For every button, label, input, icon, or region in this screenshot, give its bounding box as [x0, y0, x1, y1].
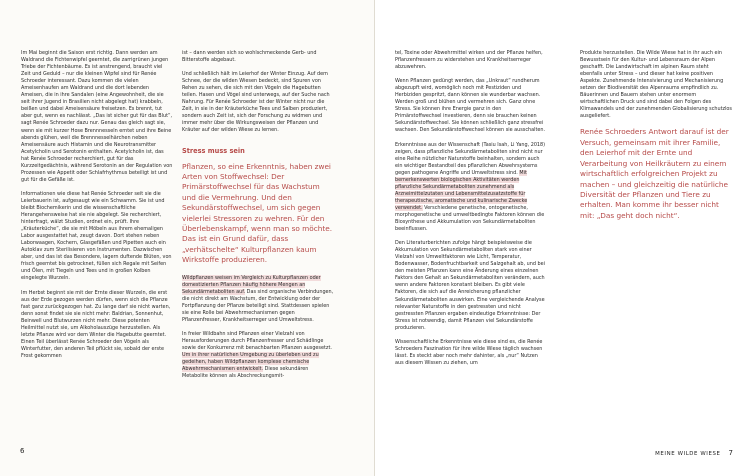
running-head: MEINE WILDE WIESE	[655, 451, 721, 457]
paragraph: Wenn Pflanzen gedüngt werden, das „Unkraut“ rundherum abgezupft wird, womöglich noch mit Pestiziden und Herbiziden gespritzt, dann können sie wunderbar wachsen. Werden groß und blühen und vermehren sich. Ganz ohne Stress. Sie können ihre Energie ganz in den Primärstoffwechsel investieren, denn sie brauchen keinen Sekundärstoffwechsel. Sie können schließlich ganz stressfrei wachsen. Den Sekundärstoffwechsel können sie ausschalten.	[395, 78, 546, 134]
text-span: Erkenntnisse aus der Wissenschaft (Tasiu Isah, Li Yang, 2018) zeigen, dass pflanzliche Sekundärmetaboliten sind nicht nur eine Reihe nützlicher Naturstoffe beinhalten, sondern auch ein wichtiger Bestandteil des pflanzlichen Abwehrsystems gegen pathogene Angriffe und Umweltstress sind.	[395, 141, 546, 176]
paragraph: ist – dann werden sich so wohlschmeckende Gerb- und Bitterstoffe abgebaut.	[182, 50, 317, 64]
left-column-1	[21, 50, 173, 360]
lead-paragraph: Pflanzen, so eine Erkenntnis, haben zwei Arten von Stoffwechsel: Der Primärstoffwechsel für das Wachstum und die Vermehrung. Und den Sekundärstoffwechsel, um sich gegen vielerlei Stressoren zu wehren. Für den Überlebenskampf, wenn man so möchte. Das ist ein Grund dafür, dass „verhätschelte“ Kulturpflanzen kaum Wirkstoffe produzieren.	[182, 161, 333, 265]
right-column-2	[580, 50, 732, 230]
highlighted-text: Wildpflanzen weisen im Vergleich zu Kulturpflanzen oder domestizierten Pflanzen häufig höhere Mengen an Sekundärmetaboliten auf.	[182, 274, 321, 295]
paragraph	[182, 331, 334, 380]
page-number-right: 7	[728, 449, 733, 457]
text-span: Das sind organische Verbindungen, die nicht direkt am Wachstum, der Entwicklung oder der Fortpflanzung der Pflanze beteiligt sind. Stattdessen spielen sie eine Rolle bei Abwehrmechanismen gegen Pflanzenfresser, Krankheitserreger und Umweltstress.	[182, 288, 334, 323]
paragraph	[395, 142, 547, 234]
highlighted-text: Um in ihrer natürlichen Umgebung zu überleben und zu gedeihen, haben Wildpflanzen komplexe chemische Abwehrmechanismen entwickelt.	[182, 352, 319, 373]
right-column-1	[395, 50, 547, 367]
left-column-2	[182, 50, 334, 380]
paragraph: Im Herbst beginnt sie mit der Ernte dieser Wurzeln, die erst aus der Erde gezogen werden dürfen, wenn sich die Pflanze fast ganz zurückgezogen hat. Zu lange darf sie nicht warten, denn sonst findet sie sie nicht mehr: Baldrian, Sonnenhut, Beinwell und Blutwurzen nicht mehr. Diese potenten Heilmittel nutzt sie, um Alkoholauszüge herzustellen. Als letzte Pflanze wird vor dem Winter die Hagebutte geerntet. Einen Teil überlässt Renée Schroeder den Vögeln als Winterfutter, den anderen Teil pflückt sie, sobald der erste Frost gekommen	[21, 289, 171, 359]
text-span: Diese sekundären Metabolite können als Abschreckungsmit-	[182, 366, 309, 380]
paragraph: Informationen wie diese hat Renée Schroeder seit sie die Leierbauerin ist, aufgesaugt wie ein Schwamm. Sie ist und bleibt Biochemikerin und die wissenschaftliche Herangehensweise hat sie nie abgelegt. Sie recherchiert, hinterfragt, wälzt Studien, ordnet ein, prüft. Ihre „Kräuterküche“, die sie mit Möbeln aus ihrem ehemaligen Labor ausgestattet hat, zeugt davon. Dort stehen neben Laborwaagen, Kochern, Glasgefäßen und Pipetten auch ein Autoklav zum Sterilisieren von Instrumenten. Dazwischen aber, und das ist das Besondere, lagern duftende Blüten, von frisch geerntet bis getrocknet, füllen sich Regale mit Seifen und Ölen, mit Tiegeln und Tees und in großen Kolben eingelegte Wurzeln.	[21, 190, 172, 282]
paragraph: Produkte herzustellen. Die Wilde Wiese hat in ihr auch ein Bewusstsein für den Kultur- und Lebensraum der Alpen geschafft. Die Landwirtschaft im alpinen Raum steht ebenfalls unter Stress – und dieser hat keine positiven Aspekte. Zunehmende Intensivierung und Mechanisierung setzen der Biodiversität des Alpenraums empfindlich zu. Bäuerinnen und Bauern stehen unter enormem wirtschaftlichen Druck und sind dabei den Folgen des Klimawandels und der zunehmenden Globalisierung schutzlos ausgeliefert.	[580, 50, 732, 120]
highlighted-text: Mit bemerkenswerten biologischen Aktivitäten werden pflanzliche Sekundärmetaboliten zunehmend als Arzneimittelzutaten und Lebensmittelzusatzstoffe für therapeutische, aromatische und kulinarische Zwecke verwendet.	[395, 169, 528, 211]
paragraph: Im Mai beginnt die Saison erst richtig. Dann werden am Waldrand die Fichtenwipfel geerntet, die zarrigrünen jungen Triebe der Fichtenbäume. Es ist anstrengend, braucht viel Zeit und Geduld – nur die kleinen Wipfel sind für Renée Schroeder interessant. Dazu kommen die vielen Ameisenhaufen am Waldrand und die dort lebenden Ameisen, die in ihre Sandalen (eine Angewohnheit, die sie seit ihrer Jugend in Brasilien nicht abgelegt hat) krabbeln, beißen und dabei Ameisensäure freisetzen. Es brennt, tut aber gut, wenn es nachlässt. „Das ist sicher gut für das Blut“, sagt Renée Schroeder dazu nur. Genau das gleich sagt sie, wenn sie mit kurzer Hose Brennnesseln erntet und ihre Beine abends glühen, weil die Brennnesselhärchen neben Ameisensäure auch Histamin und die Neurotransmitter Acetylcholin und Serotonin enthalten. Acetylcholin ist, das hat Renée Schroeder recherchiert, gut für das Kurzzeitgedächtnis, während Serotonin an der Regulation von Prozessen wie Appetit oder Schlafrhythmus beteiligt ist und gut für die Gefäße ist.	[21, 50, 173, 183]
paragraph: tel, Toxine oder Abwehrmittel wirken und der Pflanze helfen, Pflanzenfressern zu widerstehen und Krankheitserreger abzuwehren.	[395, 50, 543, 71]
page-footer-right	[655, 449, 733, 457]
paragraph: Den Literaturberichten zufolge hängt beispielsweise die Akkumulation von Sekundärmetaboliten stark von einer Vielzahl von Umweltfaktoren wie Licht, Temperatur, Bodenwasser, Bodenfruchtbarkeit und Salzgehalt ab, und bei den meisten Pflanzen kann eine Änderung eines einzelnen Faktors den Gehalt an Sekundärmetaboliten verändern, auch wenn andere Faktoren konstant bleiben. Es gibt viele Faktoren, die sich auf die Anreicherung pflanzlicher Sekundärmetaboliten auswirken. Eine vergleichende Analyse relevanter Naturstoffe in den gestressten und nicht gestressten Pflanzen ergaben eindeutige Erkenntnisse: Der Stress ist notwendig, damit Pflanzen viel Sekundärstoffe produzieren.	[395, 240, 545, 331]
paragraph	[182, 275, 334, 324]
paragraph: Und schließlich hält im Leierhof der Winter Einzug. Auf dem Schnee, der die wilden Wiesen bedeckt, sind Spuren von Rehen zu sehen, die sich mit den Vögeln die Hagebutten teilen. Hasen und Vögel sind unterwegs, auf der Suche nach Nahrung. Für Renée Schroeder ist der Winter nicht nur die Zeit, in sie in der Kräuterküche Tees und Salben produziert, sondern auch Zeit ist, sich der Forschung zu widmen und immer mehr über die Wirkungsweisen der Pflanzen und Kräuter auf der wilden Wiese zu lernen.	[182, 71, 330, 134]
text-span: Verschiedene genetische, ontogenetische, morphogenetische und umweltbedingte Faktoren können die Biosynthese und Akkumulation von Sekundärmetaboliten beeinflussen.	[395, 204, 545, 233]
page-number-left: 6	[20, 447, 25, 455]
section-heading: Stress muss sein	[182, 146, 245, 155]
text-span: In freier Wildbahn sind Pflanzen einer Vielzahl von Herausforderungen durch Pflanzenfresser und Schädlinge sowie der Konkurrenz mit benachbarten Pflanzen ausgesetzt.	[182, 330, 332, 351]
lead-paragraph: Renée Schroeders Antwort darauf ist der Versuch, gemeinsam mit ihrer Familie, den Leierhof mit der Ernte und Verarbeitung von Heilkräutern zu einem wirtschaftlich erfolgreichen Projekt zu machen – und gleichzeitig die natürliche Diversität der Pflanzen und Tiere zu erhalten. Man komme ihr besser nicht mit: „Das geht doch nicht“.	[580, 127, 729, 220]
paragraph: Wissenschaftliche Erkenntnisse wie diese sind es, die Renée Schroeders Faszination für ihre wilde Wiese täglich wachsen lässt. Es steckt aber noch mehr dahinter, als „nur“ Nutzen aus diesem Wissen zu ziehen, um	[395, 338, 543, 366]
